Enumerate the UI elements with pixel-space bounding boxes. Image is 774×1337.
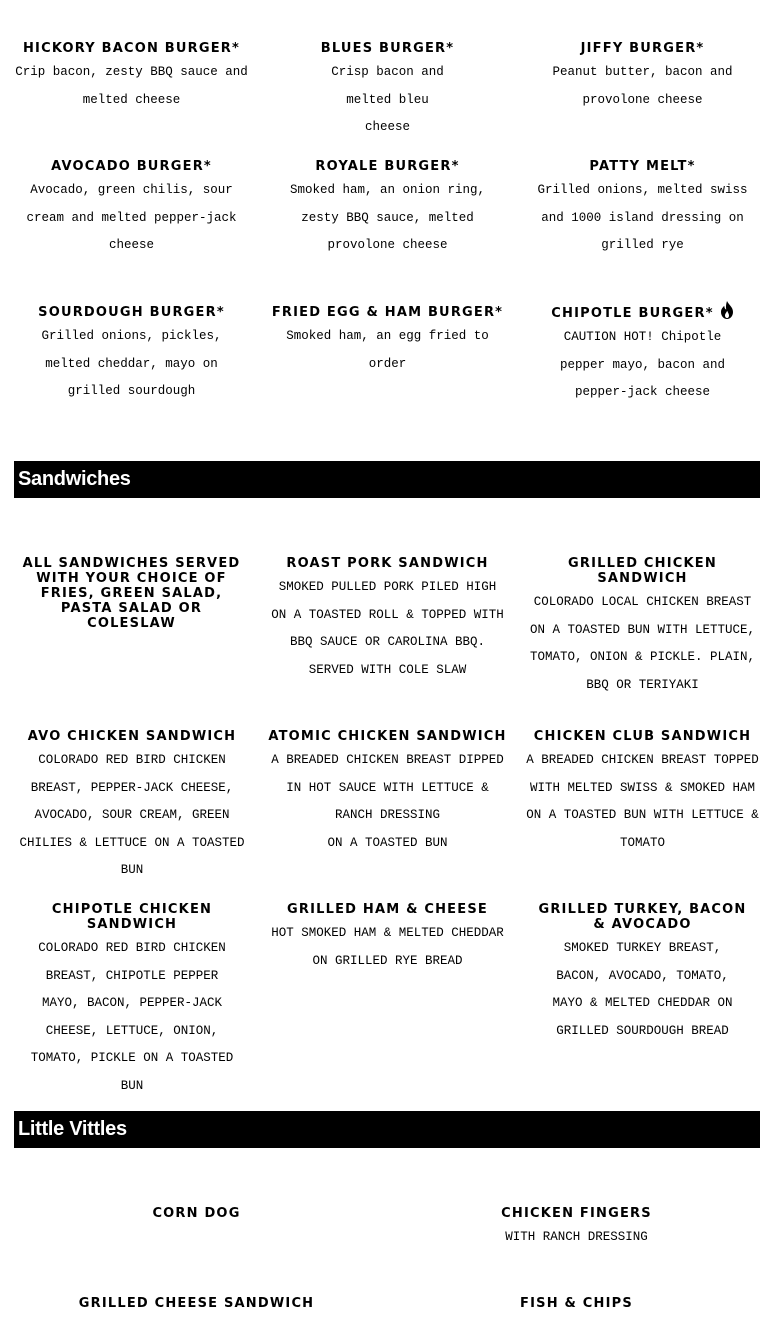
menu-item-description: Smoked ham, an egg fried to order — [286, 329, 489, 371]
menu-item-description: Smoked ham, an onion ring, zesty BBQ sauce, melted provolone cheese — [289, 183, 486, 252]
menu-item-title: ROYALE BURGER* — [315, 159, 460, 174]
menu-item-description: HOT SMOKED HAM & MELTED CHEDDAR ON GRILLED RYE BREAD — [271, 926, 504, 968]
section-header-sandwiches — [14, 461, 760, 498]
menu-item-description: SMOKED PULLED PORK PILED HIGH ON A TOASTED ROLL & TOPPED WITH BBQ SAUCE OR CAROLINA BBQ. SERVED WITH COLE SLAW — [271, 580, 504, 677]
menu-item-grilled-turkey-bacon-avocado — [525, 902, 760, 1045]
menu-item-title: BLUES BURGER* — [320, 41, 455, 56]
menu-item-chicken-club-sandwich — [522, 729, 763, 857]
menu-item-description: Grilled onions, pickles, melted cheddar, mayo on grilled sourdough — [41, 329, 222, 398]
menu-item-title: AVOCADO BURGER* — [51, 159, 212, 174]
menu-item-grilled-cheese-sandwich — [40, 1296, 353, 1314]
menu-item-description: WITH RANCH DRESSING — [505, 1230, 648, 1244]
menu-item-description-line: ON A TOASTED BUN — [327, 835, 448, 850]
menu-item-chipotle-chicken-sandwich — [12, 902, 252, 1100]
section-title: Little Vittles — [18, 1118, 127, 1140]
menu-item-title: GRILLED CHEESE SANDWICH — [78, 1296, 315, 1311]
menu-item-corn-dog — [40, 1206, 353, 1224]
menu-item-title: CHICKEN CLUB SANDWICH — [533, 729, 752, 744]
menu-item-chicken-fingers — [420, 1206, 733, 1252]
menu-item-title: CHICKEN FINGERS — [501, 1206, 652, 1221]
menu-item-title: JIFFY BURGER* — [580, 41, 705, 56]
menu-item-description: Avocado, green chilis, sour cream and melted pepper-jack cheese — [26, 183, 237, 252]
menu-item-title: HICKORY BACON BURGER* — [22, 41, 241, 56]
menu-item-fish-chips — [420, 1296, 733, 1314]
menu-item-title: CORN DOG — [152, 1206, 241, 1221]
menu-item-title: GRILLED HAM & CHEESE — [287, 902, 488, 917]
menu-item-avocado-burger — [14, 159, 249, 260]
menu-item-fried-egg-ham-burger — [266, 305, 509, 378]
menu-item-grilled-ham-cheese — [270, 902, 505, 975]
menu-item-title: ALL SANDWICHES SERVED WITH YOUR CHOICE OF FRIES, GREEN SALAD, PASTA SALAD OR COLESLAW — [22, 556, 241, 631]
menu-item-avo-chicken-sandwich — [12, 729, 252, 885]
flame-icon — [720, 301, 734, 323]
menu-item-description: SMOKED TURKEY BREAST, BACON, AVOCADO, TOMATO, MAYO & MELTED CHEDDAR ON GRILLED SOURDOUGH BREAD — [552, 941, 733, 1038]
menu-item-chipotle-burger — [525, 301, 760, 407]
menu-item-description: COLORADO RED BIRD CHICKEN BREAST, CHIPOTLE PEPPER MAYO, BACON, PEPPER-JACK CHEESE, LETTUCE, ONION, TOMATO, PICKLE ON A TOASTED BUN — [30, 941, 234, 1093]
menu-item-hickory-bacon-burger — [14, 41, 249, 114]
sandwiches-note — [14, 556, 249, 634]
menu-item-description: Crip bacon, zesty BBQ sauce and melted cheese — [15, 65, 248, 107]
menu-item-description: Crisp bacon and melted bleu cheese — [331, 65, 444, 134]
menu-item-description: COLORADO LOCAL CHICKEN BREAST ON A TOASTED BUN WITH LETTUCE, TOMATO, ONION & PICKLE. PLAIN, BBQ OR TERIYAKI — [529, 595, 756, 692]
menu-item-title: ROAST PORK SANDWICH — [286, 556, 489, 571]
section-header-little-vittles — [14, 1111, 760, 1148]
menu-item-grilled-chicken-sandwich — [525, 556, 760, 699]
menu-item-title: AVO CHICKEN SANDWICH — [27, 729, 237, 744]
menu-item-sourdough-burger — [14, 305, 249, 406]
menu-item-blues-burger — [270, 41, 505, 142]
menu-item-royale-burger — [270, 159, 505, 260]
menu-item-title: GRILLED TURKEY, BACON & AVOCADO — [538, 902, 747, 932]
menu-item-description: COLORADO RED BIRD CHICKEN BREAST, PEPPER-JACK CHEESE, AVOCADO, SOUR CREAM, GREEN CHILIES & LETTUCE ON A TOASTED BUN — [19, 753, 245, 877]
menu-item-title: FRIED EGG & HAM BURGER* — [271, 305, 504, 320]
menu-item-description: Peanut butter, bacon and provolone cheese — [552, 65, 733, 107]
menu-item-title: PATTY MELT* — [589, 159, 696, 174]
menu-item-description: A BREADED CHICKEN BREAST TOPPED WITH MELTED SWISS & SMOKED HAM ON A TOASTED BUN WITH LETTUCE & TOMATO — [526, 753, 759, 850]
menu-item-jiffy-burger — [525, 41, 760, 114]
menu-item-description: Grilled onions, melted swiss and 1000 island dressing on grilled rye — [537, 183, 748, 252]
menu-item-title: FISH & CHIPS — [520, 1296, 633, 1311]
menu-item-title — [525, 301, 760, 323]
menu-item-title: CHIPOTLE CHICKEN SANDWICH — [51, 902, 213, 932]
section-title: Sandwiches — [18, 468, 131, 490]
menu-item-title: GRILLED CHICKEN SANDWICH — [568, 556, 717, 586]
menu-item-description: A BREADED CHICKEN BREAST DIPPED IN HOT SAUCE WITH LETTUCE & RANCH DRESSING — [271, 753, 504, 822]
menu-item-title-text: CHIPOTLE BURGER* — [551, 306, 714, 321]
menu-item-title: ATOMIC CHICKEN SANDWICH — [268, 729, 507, 744]
menu-item-atomic-chicken-sandwich — [266, 729, 509, 857]
menu-item-roast-pork-sandwich — [270, 556, 505, 684]
menu-item-title: SOURDOUGH BURGER* — [38, 305, 225, 320]
menu-item-patty-melt — [525, 159, 760, 260]
menu-item-description: CAUTION HOT! Chipotle pepper mayo, bacon and pepper-jack cheese — [559, 330, 726, 399]
